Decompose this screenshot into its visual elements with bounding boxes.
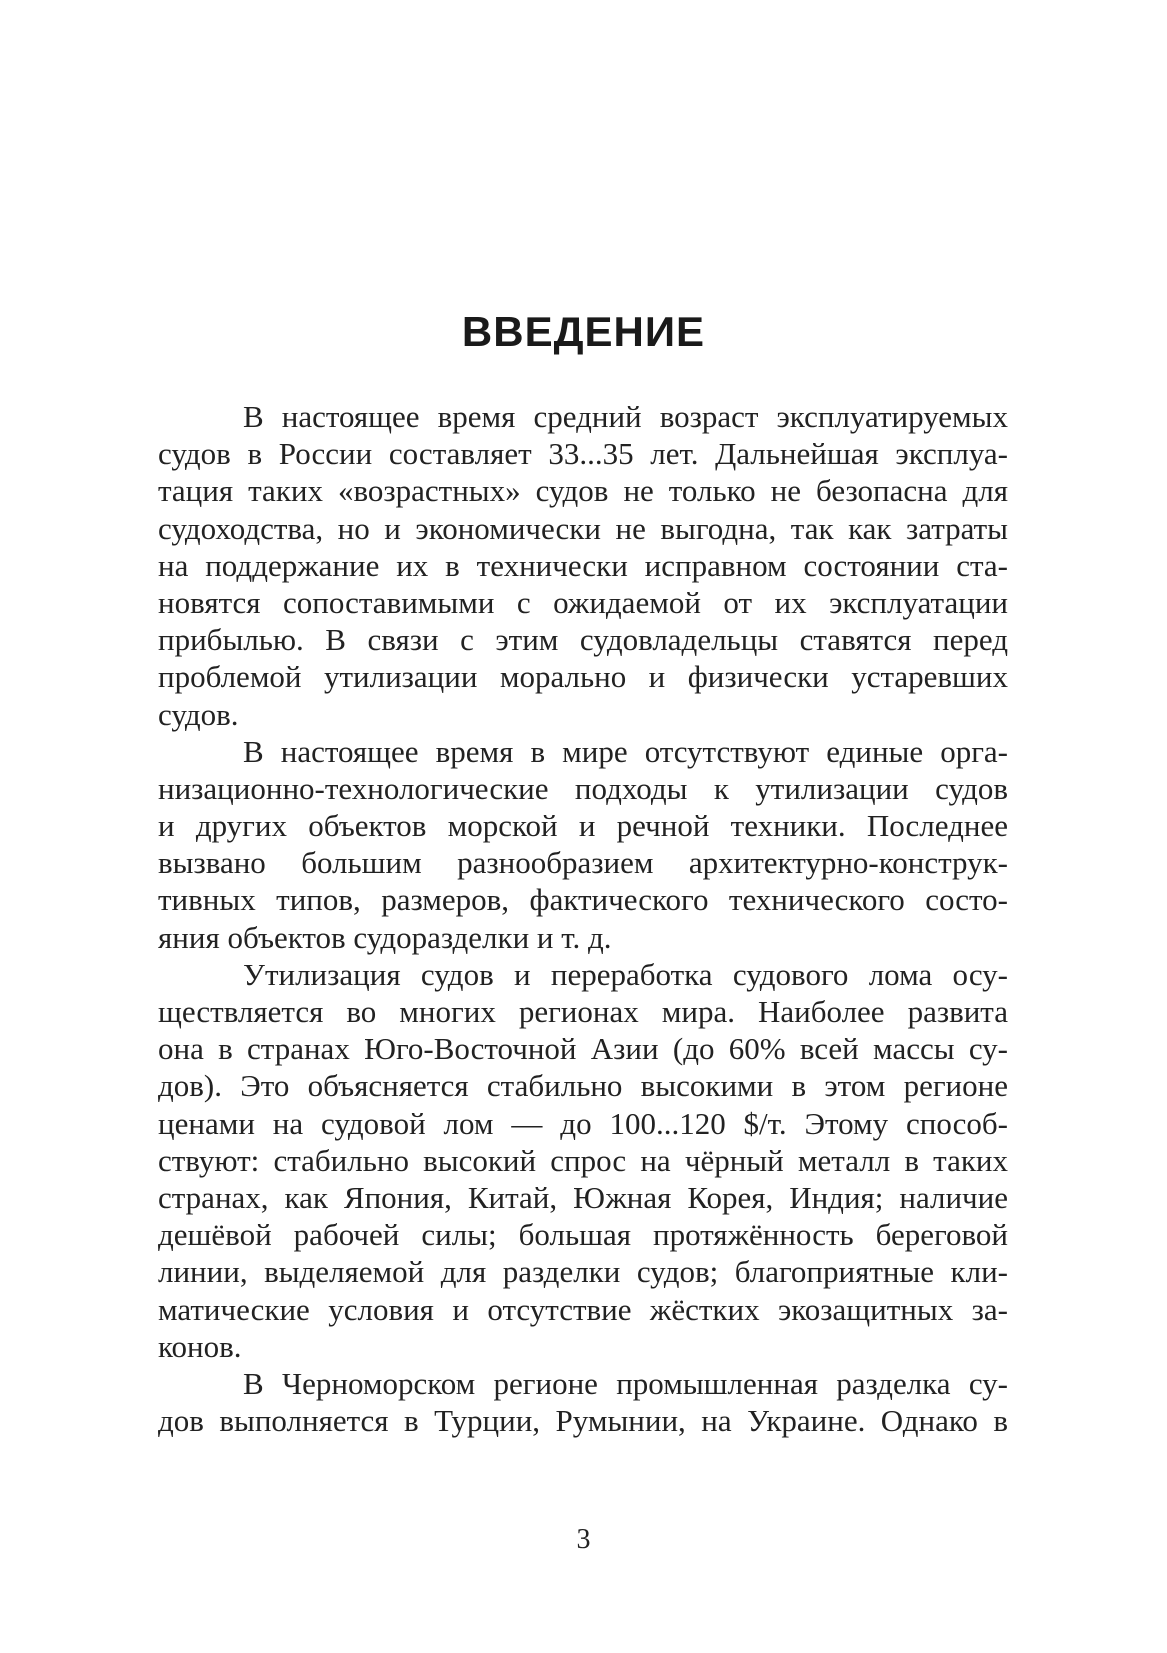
text-line: тация таких «возрастных» судов не только не безопасна для bbox=[158, 473, 1008, 509]
text-line: В настоящее время средний возраст эксплуатируемых bbox=[243, 399, 1008, 434]
text-line: Утилизация судов и переработка судового лома осу- bbox=[243, 956, 1008, 992]
text-line: В настоящее время в мире отсутствуют единые орга- bbox=[243, 733, 1008, 769]
text-line: дешёвой рабочей силы; большая протяжённость береговой bbox=[158, 1217, 1008, 1253]
text-line: яния объектов судоразделки и т. д. bbox=[158, 919, 612, 955]
text-line: новятся сопоставимыми с ожидаемой от их эксплуатации bbox=[158, 584, 1008, 620]
text-line: судов. bbox=[158, 696, 239, 732]
text-line: судоходства, но и экономически не выгодна, так как затраты bbox=[158, 510, 1008, 546]
paragraph-4 bbox=[158, 1365, 1008, 1439]
text-line: ществляется во многих регионах мира. Наиболее развита bbox=[158, 994, 1008, 1029]
text-line: матические условия и отсутствие жёстких экозащитных за- bbox=[158, 1291, 1008, 1327]
page-heading: ВВЕДЕНИЕ bbox=[461, 308, 706, 355]
text-line: низационно-технологические подходы к утилизации судов bbox=[158, 770, 1008, 806]
body-text bbox=[158, 398, 1008, 1439]
text-line: конов. bbox=[158, 1328, 242, 1364]
text-line: ценами на судовой лом — до 100...120 $/т. Этому способ- bbox=[158, 1105, 1008, 1141]
paragraph-1 bbox=[158, 398, 1008, 733]
text-line: ствуют: стабильно высокий спрос на чёрный металл в таких bbox=[158, 1142, 1008, 1178]
paragraph-3 bbox=[158, 956, 1008, 1365]
text-line: дов). Это объясняется стабильно высокими в этом регионе bbox=[158, 1068, 1008, 1104]
text-line: В Черноморском регионе промышленная разделка су- bbox=[243, 1365, 1008, 1401]
text-line: и других объектов морской и речной техники. Последнее bbox=[158, 808, 1008, 844]
text-line: она в странах Юго-Восточной Азии (до 60% всей массы су- bbox=[158, 1031, 1008, 1067]
text-line: линии, выделяемой для разделки судов; благоприятные кли- bbox=[158, 1254, 1008, 1290]
text-line: судов в России составляет 33...35 лет. Дальнейшая эксплуа- bbox=[158, 436, 1008, 472]
text-line: тивных типов, размеров, фактического технического состо- bbox=[158, 882, 1008, 918]
paragraph-2 bbox=[158, 733, 1008, 956]
text-line: вызвано большим разнообразием архитектурно-конструк- bbox=[158, 845, 1008, 881]
text-line: странах, как Япония, Китай, Южная Корея, Индия; наличие bbox=[158, 1179, 1008, 1215]
page-number: 3 bbox=[576, 1524, 591, 1555]
text-line: проблемой утилизации морально и физически устаревших bbox=[158, 659, 1008, 695]
text-line: прибылью. В связи с этим судовладельцы ставятся перед bbox=[158, 622, 1008, 658]
text-line: на поддержание их в технически исправном состоянии ста- bbox=[158, 547, 1008, 583]
text-line: дов выполняется в Турции, Румынии, на Украине. Однако в bbox=[158, 1403, 1008, 1439]
